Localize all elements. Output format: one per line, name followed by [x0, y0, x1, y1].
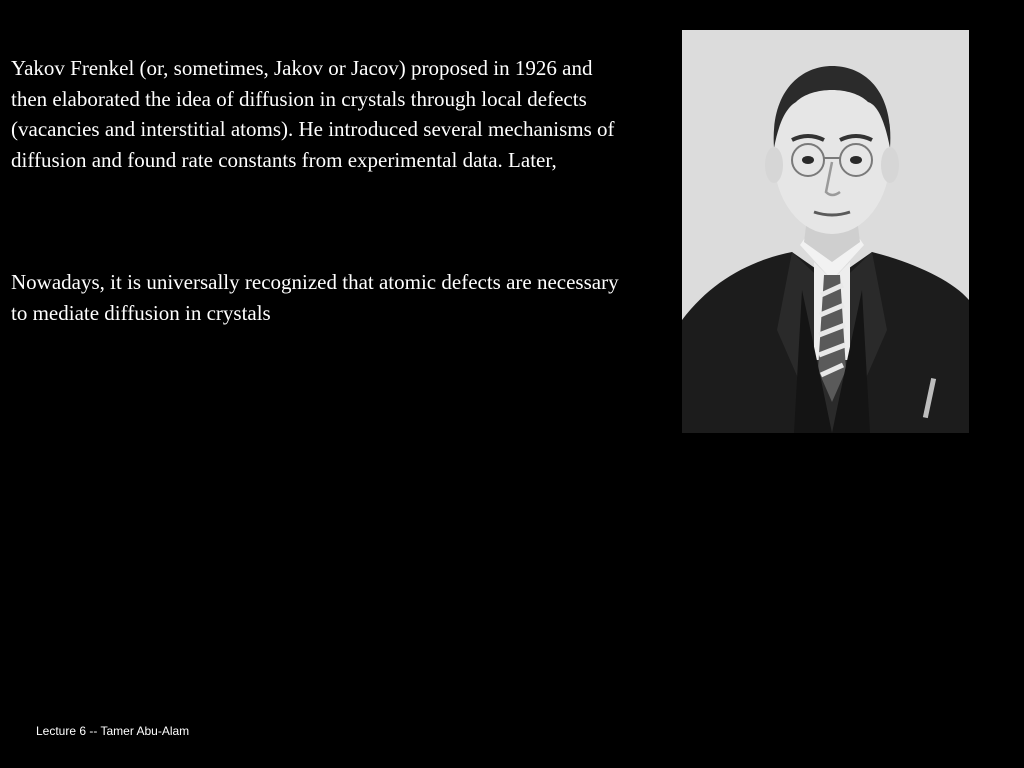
paragraph-atomic-defects: Nowadays, it is universally recognized that atomic defects are necessary to mediate diffusion in crystals [11, 270, 619, 325]
paragraph-frenkel-intro: Yakov Frenkel (or, sometimes, Jakov or Jacov) proposed in 1926 and then elaborated the idea of diffusion in crystals through local defects (vacancies and interstitial atoms). He introduced several mechanisms of diffusion and found rate constants from experimental data. Later, [11, 56, 615, 172]
portrait-illustration [682, 30, 969, 433]
footer-lecture-credit: Lecture 6 -- Tamer Abu-Alam [36, 724, 190, 738]
portrait-photo [682, 30, 969, 433]
